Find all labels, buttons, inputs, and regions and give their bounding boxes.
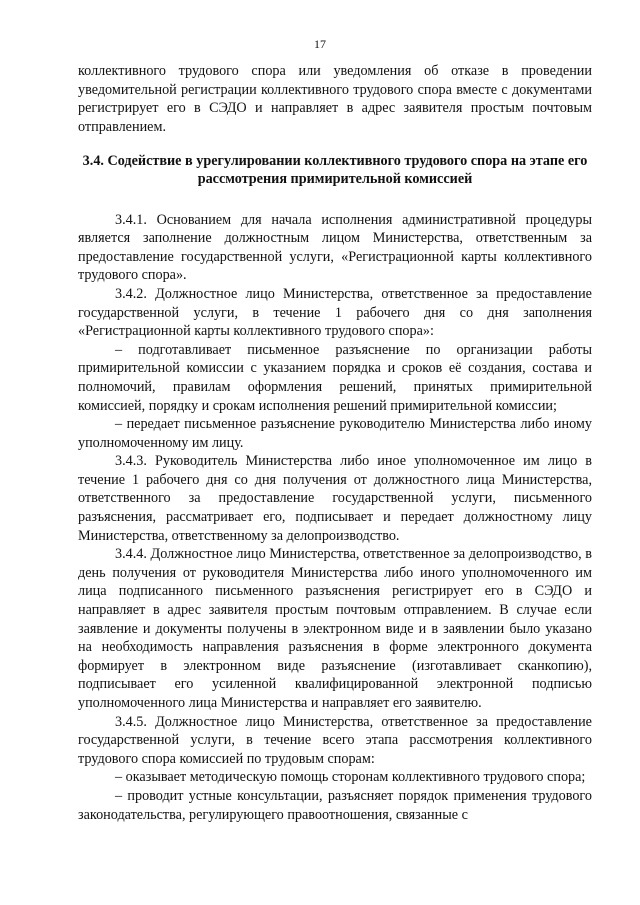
list-item: – подготавливает письменное разъяснение по организации работы примирительной комиссии с указанием порядка и сроков её создания, состава и полномочий, правилам оформления решений, принятых примирительной комиссией, порядку и срокам исполнения решений примирительной комиссии; [78, 341, 592, 414]
intro-paragraph: коллективного трудового спора или уведомления об отказе в проведении уведомительной регистрации коллективного трудового спора вместе с документами регистрирует его в СЭДО и направляет в адрес заявителя простым почтовым отправлением. [78, 63, 592, 135]
paragraph-3-4-1: 3.4.1. Основанием для начала исполнения административной процедуры является заполнение должностным лицом Министерства, ответственным за предоставление государственной услуги, «Регистрационной карты коллективного трудового спора». [78, 211, 592, 284]
list-item: – передает письменное разъяснение руководителю Министерства либо иному уполномоченному им лицу. [78, 416, 592, 451]
page-number: 17 [314, 37, 326, 51]
document-body [78, 62, 592, 824]
section-heading: 3.4. Содействие в урегулировании коллективного трудового спора на этапе его рассмотрения примирительной комиссией [82, 153, 588, 187]
paragraph-3-4-4: 3.4.4. Должностное лицо Министерства, ответственное за делопроизводство, в день получения от руководителя Министерства либо иного уполномоченного им лица подписанного письменного разъяснения регистрирует его в СЭДО и направляет в адрес заявителя простым почтовым отправлением. В случае если заявление и документы получены в электронном виде и в заявлении было указано на необходимость направления разъяснения в форме электронного документа формирует в электронном виде разъяснение (изготавливает сканкопию), подписывает его усиленной квалифицированной электронной подписью уполномоченного лица Министерства и направляет его заявителю. [78, 546, 592, 711]
list-item: – оказывает методическую помощь сторонам коллективного трудового спора; [115, 769, 586, 786]
paragraph-3-4-5: 3.4.5. Должностное лицо Министерства, ответственное за предоставление государственной услуги, в течение всего этапа рассмотрения коллективного трудового спора комиссией по трудовым спорам: [78, 713, 592, 767]
paragraph-3-4-3: 3.4.3. Руководитель Министерства либо иное уполномоченное им лицо в течение 1 рабочего дня со дня получения от должностного лица Министерства, ответственного за предоставление государственной услуги, письменного разъяснения, рассматривает его, подписывает и передает должностному лицу Министерства, ответственному за делопроизводство. [78, 453, 592, 544]
paragraph-3-4-2: 3.4.2. Должностное лицо Министерства, ответственное за предоставление государственной услуги, в течение 1 рабочего дня со дня заполнения «Регистрационной карты коллективного трудового спора»: [78, 285, 592, 340]
list-item: – проводит устные консультации, разъясняет порядок применения трудового законодательства, регулирующего правоотношения, связанные с [78, 787, 592, 823]
